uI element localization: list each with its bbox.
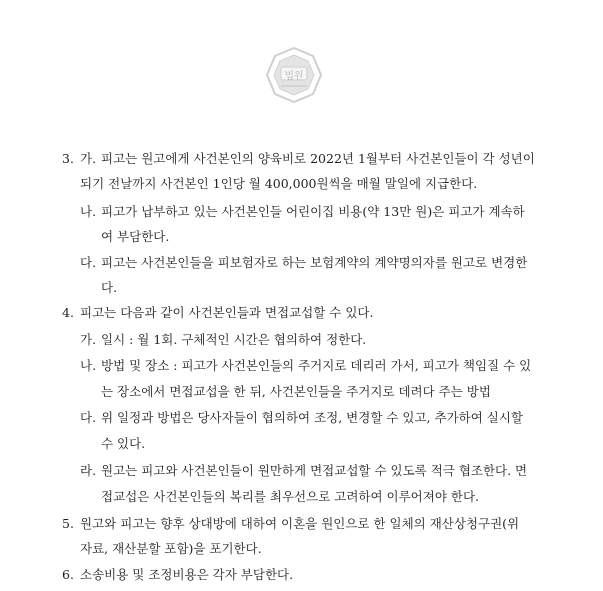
item-4-sub-ra-label: 라. [80,463,97,478]
item-4-sub-na-line-1: 방법 및 장소 : 피고가 사건본인들의 주거지로 데리러 가서, 피고가 책임질 수 있 [101,358,532,373]
item-4-intro: 피고는 다음과 같이 사건본인들과 면접교섭할 수 있다. [80,305,374,320]
emblem-label: 법원 [284,71,304,82]
item-4-sub-na-label: 나. [80,358,97,373]
item-4-sub-ra-line-1: 원고는 피고와 사건본인들이 원만하게 면접교섭할 수 있도록 적극 협조한다. 면 [101,463,528,478]
item-4-sub-da-line-2: 수 있다. [101,436,146,451]
item-3-sub-da-label: 다. [80,255,97,270]
item-3-sub-ga-line-2: 되기 전날까지 사건본인 1인당 월 400,000원씩을 매월 말일에 지급한다. [80,176,478,191]
item-5-line-2: 자료, 재산분할 포함)을 포기한다. [80,541,262,556]
item-4-sub-ra-line-2: 접교섭은 사건본인들의 복리를 최우선으로 고려하여 이루어져야 한다. [101,489,479,504]
item-5-number: 5. [62,516,74,531]
item-4-sub-da-label: 다. [80,410,97,425]
item-6-line-1: 소송비용 및 조정비용은 각자 부담한다. [80,567,294,582]
item-3-sub-ga-line-1: 피고는 원고에게 사건본인의 양육비로 2022년 1월부터 사건본인들이 각 성년이 [101,151,535,166]
item-3-sub-na-line-2: 여 부담한다. [101,229,170,244]
item-5-line-1: 원고와 피고는 향후 상대방에 대하여 이혼을 원인으로 한 일체의 재산상청구권(위 [80,516,520,531]
item-3-sub-da-line-1: 피고는 사건본인들을 피보험자로 하는 보험계약의 계약명의자를 원고로 변경한 [101,255,528,270]
item-3-sub-na-label: 나. [80,204,97,219]
item-3-sub-da-line-2: 다. [101,280,118,295]
item-3-sub-na-line-1: 피고가 납부하고 있는 사건본인들 어린이집 비용(약 13만 원)은 피고가 계속하 [101,204,525,219]
court-emblem [265,46,323,104]
item-4-sub-ga-line-1: 일시 : 월 1회. 구체적인 시간은 협의하여 정한다. [101,332,367,347]
item-4-number: 4. [62,305,74,320]
item-4-sub-da-line-1: 위 일정과 방법은 당사자들이 협의하여 조정, 변경할 수 있고, 추가하여 실시할 [101,410,524,425]
item-4-sub-ga-label: 가. [80,332,97,347]
item-3-sub-ga-label: 가. [80,151,97,166]
item-4-sub-na-line-2: 는 장소에서 면접교섭을 한 뒤, 사건본인들을 주거지로 데려다 주는 방법 [101,384,491,399]
item-6-number: 6. [62,567,74,582]
item-3-number: 3. [62,151,74,166]
